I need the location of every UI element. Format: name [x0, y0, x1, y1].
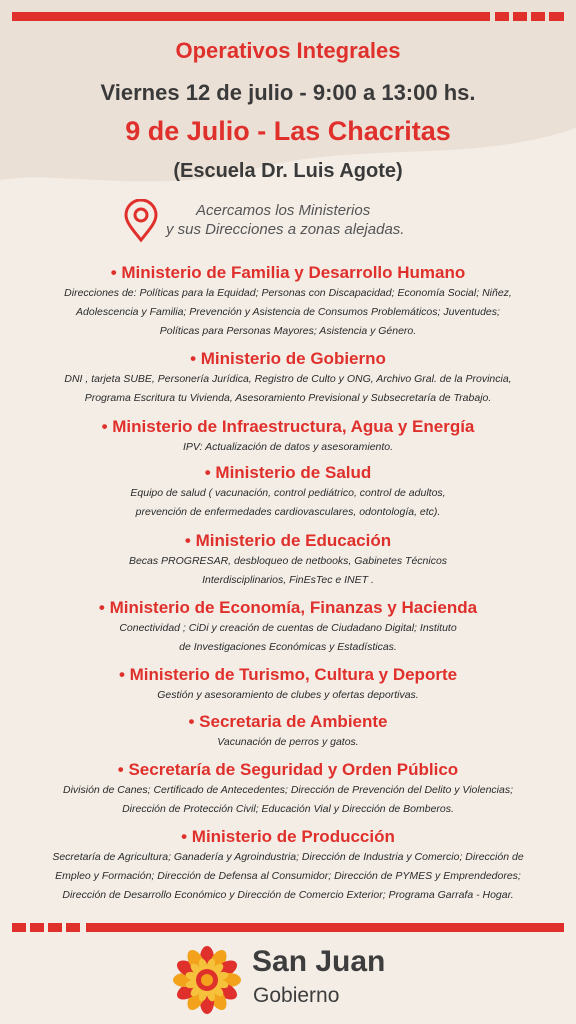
ministry-description [0, 733, 576, 752]
location-pin-icon [121, 199, 161, 243]
ministry-section [0, 759, 576, 819]
ministry-description [0, 848, 576, 905]
ministry-description [0, 686, 576, 705]
tagline-line-1: Acercamos los Ministerios [196, 202, 371, 219]
top-bar-segment [531, 12, 545, 21]
top-bar [12, 12, 490, 21]
tagline-line-2: y sus Direcciones a zonas alejadas. [166, 221, 405, 238]
ministry-section [0, 462, 576, 522]
top-bar-segment [549, 12, 564, 21]
top-bar-segment [513, 12, 527, 21]
ministry-section [0, 597, 576, 657]
ministry-title: • Ministerio de Producción [181, 827, 395, 846]
ministry-description-line: Interdisciplinarios, FinEsTec e INET . [202, 574, 374, 586]
ministry-description-line: IPV: Actualización de datos y asesoramiento. [182, 441, 394, 453]
ministry-description [0, 438, 576, 457]
ministry-description-line: Empleo y Formación; Dirección de Defensa al Consumidor; Dirección de PYMES y Emprendedores; [55, 870, 521, 882]
ministry-section [0, 711, 576, 752]
ministry-section [0, 416, 576, 457]
top-bar-segment [495, 12, 509, 21]
san-juan-sun-logo-icon [171, 944, 243, 1016]
ministry-description-line: DNI , tarjeta SUBE, Personería Jurídica, Registro de Culto y ONG, Archivo Gral. de la Provincia, [64, 373, 512, 385]
ministry-description-line: Vacunación de perros y gatos. [217, 736, 359, 748]
event-venue: (Escuela Dr. Luis Agote) [173, 160, 403, 182]
ministry-section [0, 530, 576, 590]
ministry-description-line: Programa Escritura tu Vivienda, Asesoramiento Previsional y Subsecretaría de Trabajo. [84, 392, 492, 404]
ministry-description-line: Adolescencia y Familia; Prevención y Asistencia de Consumos Problemáticos; Juventudes; [76, 306, 500, 318]
bottom-bar-segment [66, 923, 80, 932]
ministry-section [0, 262, 576, 341]
event-date: Viernes 12 de julio - 9:00 a 13:00 hs. [100, 80, 476, 105]
ministry-section [0, 664, 576, 705]
ministry-description-line: Becas PROGRESAR, desbloqueo de netbooks, Gabinetes Técnicos [128, 555, 448, 567]
ministry-description-line: Direcciones de: Políticas para la Equidad; Personas con Discapacidad; Economía Social; Niñez, [64, 287, 512, 299]
ministry-description [0, 781, 576, 819]
tagline [166, 201, 405, 239]
ministry-description-line: División de Canes; Certificado de Antecedentes; Dirección de Prevención del Delito y Violencias; [63, 784, 513, 796]
ministry-description-line: de Investigaciones Económicas y Estadísticas. [179, 641, 397, 653]
event-place: 9 de Julio - Las Chacritas [125, 116, 451, 146]
bottom-bar [86, 923, 564, 932]
brand-subtitle: Gobierno [253, 984, 340, 1007]
ministry-description-line: prevención de enfermedades cardiovasculares, odontología, etc). [135, 506, 441, 518]
ministry-title: • Ministerio de Salud [204, 463, 372, 482]
ministry-description-line: Gestión y asesoramiento de clubes y ofertas deportivas. [157, 689, 419, 701]
ministry-title: • Secretaría de Seguridad y Orden Público [117, 760, 459, 779]
ministry-title: • Ministerio de Educación [184, 531, 392, 550]
brand-name: San Juan [252, 945, 386, 978]
ministry-description [0, 370, 576, 408]
ministry-section [0, 826, 576, 905]
ministry-title: • Ministerio de Gobierno [190, 349, 386, 368]
event-title: Operativos Integrales [175, 38, 401, 63]
ministry-description [0, 619, 576, 657]
ministry-description-line: Políticas para Personas Mayores; Asistencia y Género. [159, 325, 417, 337]
ministry-description-line: Dirección de Desarrollo Económico y Dirección de Comercio Exterior; Programa Garrafa - Hogar. [62, 889, 514, 901]
ministry-title: • Ministerio de Infraestructura, Agua y Energía [101, 417, 475, 436]
ministry-title: • Ministerio de Turismo, Cultura y Deporte [118, 665, 458, 684]
bottom-bar-segment [12, 923, 26, 932]
ministry-description-line: Conectividad ; CiDi y creación de cuentas de Ciudadano Digital; Instituto [119, 622, 457, 634]
ministry-title: • Ministerio de Familia y Desarrollo Humano [110, 263, 466, 282]
bottom-bar-segment [30, 923, 44, 932]
ministry-description-line: Secretaría de Agricultura; Ganadería y Agroindustria; Dirección de Industria y Comercio; Dirección de [52, 851, 524, 863]
ministry-description [0, 284, 576, 341]
ministry-description-line: Dirección de Protección Civil; Educación Vial y Dirección de Bomberos. [122, 803, 454, 815]
ministry-title: • Ministerio de Economía, Finanzas y Hacienda [98, 598, 478, 617]
ministry-description [0, 552, 576, 590]
ministry-title: • Secretaria de Ambiente [188, 712, 388, 731]
bottom-bar-segment [48, 923, 62, 932]
ministry-description [0, 484, 576, 522]
ministry-section [0, 348, 576, 408]
ministry-description-line: Equipo de salud ( vacunación, control pediátrico, control de adultos, [130, 487, 446, 499]
